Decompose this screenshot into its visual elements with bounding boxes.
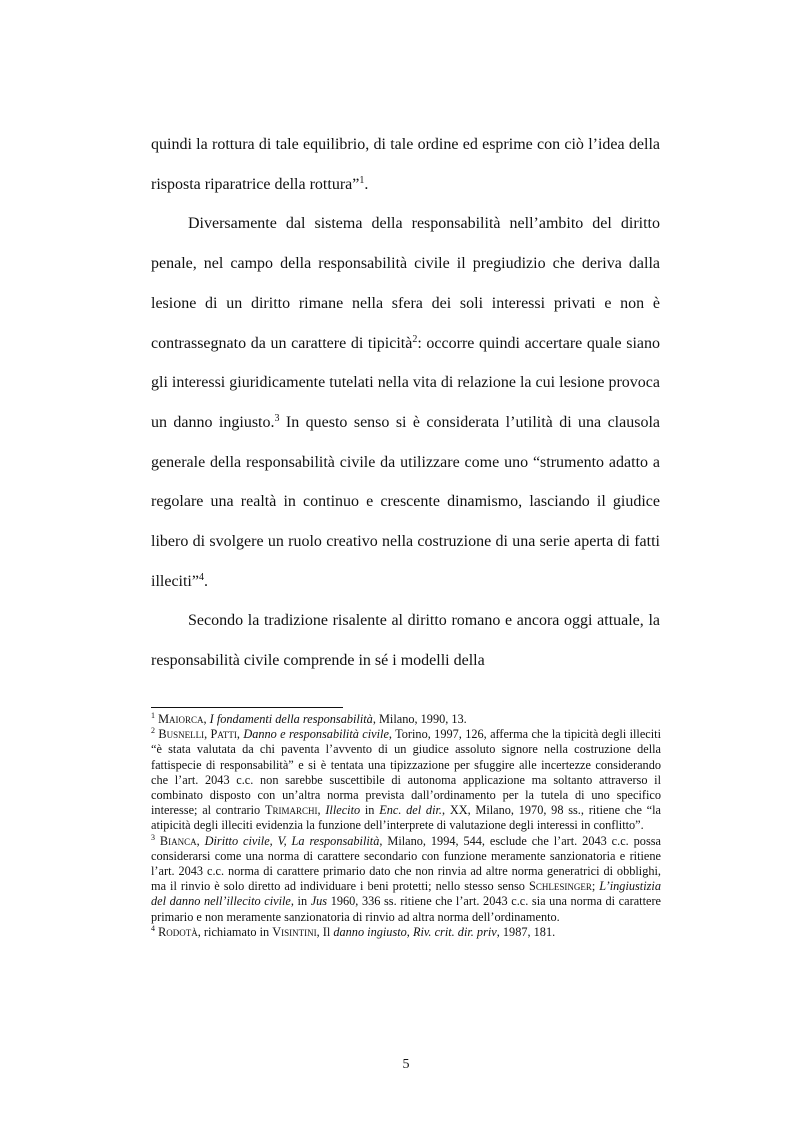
footnote-number: 4	[151, 923, 155, 933]
author: Busnelli	[158, 727, 205, 742]
author: Maiorca	[158, 712, 204, 726]
footnote-number: 1	[151, 711, 155, 720]
footnote-ref-3[interactable]: 3	[274, 412, 280, 424]
author: Bianca	[159, 833, 197, 848]
author: Schlesinger	[528, 879, 592, 894]
work-title: danno ingiusto	[333, 924, 407, 939]
work-title: Diritto civile, V, La responsabilità	[204, 833, 380, 848]
footnote-ref-1[interactable]: 1	[359, 174, 365, 186]
paragraph-1: quindi la rottura di tale equilibrio, di tale ordine ed esprime con ciò l’idea della risposta riparatrice della rottura”$^1$.	[151, 136, 660, 193]
footnote-4: $^4$ Rodotà, richiamato in Visintini, Il danno ingiusto, Riv. crit. dir. priv, 1987, 181.	[151, 923, 556, 939]
journal-title: Jus	[310, 894, 328, 909]
work-title: Illecito	[325, 803, 361, 818]
author: Trimarchi	[264, 803, 318, 818]
author: Rodotà	[158, 924, 198, 939]
footnote-separator	[151, 707, 343, 708]
footnote-number: 3	[151, 832, 155, 842]
work-title: Danno e responsabilità civile	[243, 727, 389, 742]
work-title: Enc. del dir.	[379, 803, 442, 818]
author: Visintini	[272, 924, 317, 939]
footnote-ref-2[interactable]: 2	[412, 333, 418, 345]
work-title: L’ingiustizia del danno nell’illecito civile	[151, 879, 661, 909]
footnote-2: $^2$ Busnelli, Patti, Danno e responsabilità civile, Torino, 1997, 126, afferma che la tipicità degli illeciti “è stata valutata da chi paventa l’avvento di un giudice assoluto signore nella costruzione della fattispecie di responsabilità” e si è tentata una tipizzazione per sfuggire alle incertezze considerando che l’art. 2043 c.c. non sarebbe suscettibile di autonoma applicazione ma soltanto attraverso il combinato disposto con un’altra norma prevista dall’ordinamento per la tutela di uno specifico interesse; al contrario Trimarchi, Illecito in Enc. del dir., XX, Milano, 1970, 98 ss., ritiene che “la atipicità degli illeciti evidenzia la funzione dell’interprete di valutazione degli interessi in conflitto”.	[151, 726, 662, 833]
footnote-number: 2	[151, 726, 155, 736]
author: Patti	[210, 727, 237, 742]
page-number: 5	[402, 1057, 410, 1072]
journal-title: Riv. crit. dir. priv	[412, 924, 497, 939]
footnotes	[151, 712, 661, 940]
footnote-1: $^1$ Maiorca, I fondamenti della responsabilità, Milano, 1990, 13.	[151, 711, 467, 726]
paragraph-3: Secondo la tradizione risalente al diritto romano e ancora oggi attuale, la responsabilità civile comprende in sé i modelli della	[151, 612, 660, 670]
footnote-3: $^3$ Bianca, Diritto civile, V, La responsabilità, Milano, 1994, 544, esclude che l’art. 2043 c.c. possa considerarsi come una norma di carattere secondario con funzione meramente sanzionatoria e ritiene l’art. 2043 c.c. norma di carattere primario dato che non rinvia ad altre norma generatrici di obblighi, ma il rinvio è solo diretto ad individuare i beni protetti; nello stesso senso Schlesinger; L’ingiustizia del danno nell’illecito civile, in Jus 1960, 336 ss. ritiene che l’art. 2043 c.c. sia una norma di carattere primario e non meramente sanzionatoria di rinvio ad altra norma dell’ordinamento.	[151, 832, 661, 924]
main-text	[151, 125, 660, 681]
paragraph-2: Diversamente dal sistema della responsabilità nell’ambito del diritto penale, nel campo della responsabilità civile il pregiudizio che deriva dalla lesione di un diritto rimane nella sfera dei soli interessi privati e non è contrassegnato da un carattere di tipicità$^2$: occorre quindi accertare quale siano gli interessi giuridicamente tutelati nella vita di relazione la cui lesione provoca un danno ingiusto.$^3$ In questo senso si è considerata l’utilità di una clausola generale della responsabilità civile da utilizzare come uno “strumento adatto a regolare una realtà in continuo e crescente dinamismo, lasciando il giudice libero di svolgere un ruolo creativo nella costruzione di una serie aperta di fatti illeciti”$^4$.	[151, 215, 661, 590]
work-title: I fondamenti della responsabilità	[209, 712, 373, 726]
footnote-ref-4[interactable]: 4	[198, 571, 204, 583]
